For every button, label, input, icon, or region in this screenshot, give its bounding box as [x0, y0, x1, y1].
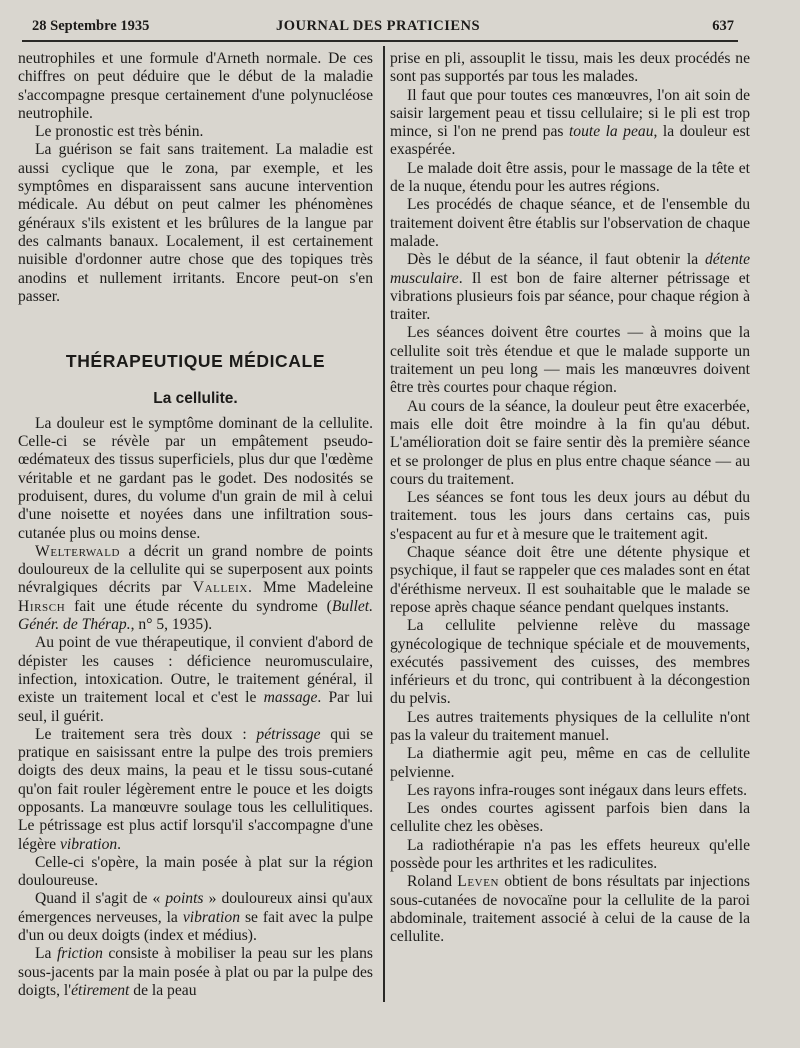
author-name: Valleix — [192, 579, 248, 597]
right-paragraph-10: La cellulite pelvienne relève du massage gynécologique de technique spéciale et de mouvements, exécutés passivement des cuisses, des membres inférieurs et du tronc, qui contribuent à la décongestion du pelvis. — [390, 617, 750, 708]
article-paragraph-2: Welterwald a décrit un grand nombre de points douloureux de la cellulite qui se superposent aux points névralgiques décrits par Valleix. Mme Madeleine Hirsch fait une étude récente du syndrome (Bullet. Génér. de Thérap., n° 5, 1935). — [18, 542, 373, 634]
right-paragraph-1: prise en pli, assouplit le tissu, mais les deux procédés ne sont pas supportés par tous les malades. — [390, 50, 750, 86]
continuation-paragraph: neutrophiles et une formule d'Arneth normale. De ces chiffres on peut déduire que le début de la maladie s'accompagne presque certainement d'une polynucléose neutrophile. — [18, 50, 373, 122]
right-column — [390, 50, 750, 947]
article-paragraph-3: Au point de vue thérapeutique, il convient d'abord de dépister les causes : déficience neuromusculaire, infection, intoxication. Outre, le traitement général, il existe un traitement local et c'est le massage. Par lui seul, il guérit. — [18, 634, 373, 725]
right-paragraph-13: Les rayons infra-rouges sont inégaux dans leurs effets. — [407, 781, 748, 799]
article-paragraph-4: Le traitement sera très doux : pétrissage qui se pratique en saisissant entre la pulpe des trois premiers doigts des deux mains, la peau et le tissu sous-cutané qu'on fait rouler légèrement entre le pouce et les doigts opposants. La manœuvre soulage tous les cellulitiques. Le pétrissage est plus actif lorsqu'il s'accompagne d'une légère vibration. — [18, 725, 373, 853]
right-paragraph-5: Dès le début de la séance, il faut obtenir la détente musculaire. Il est bon de faire alterner pétrissage et vibrations plusieurs fois par séance, pour chaque région à traiter. — [390, 251, 750, 324]
column-divider — [383, 46, 385, 1002]
header-journal-title: JOURNAL DES PRATICIENS — [275, 18, 481, 34]
author-name: Welterwald — [35, 542, 121, 560]
right-paragraph-4: Les procédés de chaque séance, et de l'ensemble du traitement doivent être établis sur l'observation de chaque malade. — [390, 196, 750, 250]
right-paragraph-7: Au cours de la séance, la douleur peut être exacerbée, mais elle doit être moindre à la fin qu'au début. L'amélioration doit se faire sentir dès la première séance et se prolonger de plus en plus entre chaque séance — au cours du traitement. — [390, 397, 750, 488]
article-paragraph-6: Quand il s'agit de « points » douloureux ainsi qu'aux émergences nerveuses, la vibration se fait avec la pulpe d'un ou deux doigts (index et médius). — [18, 890, 373, 945]
prognosis-paragraph: Le pronostic est très bénin. — [35, 123, 204, 141]
article-title: La cellulite. — [153, 390, 238, 408]
right-paragraph-11: Les autres traitements physiques de la cellulite n'ont pas la valeur du traitement manuel. — [390, 708, 750, 744]
bibliographic-reference: Bullet. Génér. de Thérap. — [18, 597, 373, 634]
right-paragraph-8: Les séances se font tous les deux jours au début du traitement. tous les jours dans certains cas, puis s'espacent au fur et à mesure que le traitement agit. — [390, 489, 750, 543]
header-date: 28 Septembre 1935 — [32, 18, 150, 34]
right-paragraph-9: Chaque séance doit être une détente physique et psychique, il faut se rappeler que ces malades sont en état d'éréthisme nerveux. Il est souhaitable que le malade se repose après chaque séance pendant quelques instants. — [390, 544, 750, 616]
header-rule — [22, 40, 738, 42]
running-header — [22, 16, 734, 38]
right-paragraph-6: Les séances doivent être courtes — à moins que la cellulite soit très étendue et que le malade supporte un traitement un peu long — mais les manœuvres doivent être très courtes pour chaque région. — [390, 324, 750, 397]
healing-paragraph: La guérison se fait sans traitement. La maladie est aussi cyclique que le zona, par exemple, et les symptômes en disparaissent sans aucune intervention médicale. Au début on peut calmer les phénomènes généraux s'ils existent et les brûlures de la langue par des calmants banaux. Localement, il est certainement nuisible d'ordonner autre chose que des topiques très anodins et nullement irritants. Encore peut-on s'en passer. — [18, 141, 373, 305]
right-paragraph-3: Le malade doit être assis, pour le massage de la tête et de la nuque, étendu pour les autres régions. — [390, 159, 750, 196]
article-paragraph-5: Celle-ci s'opère, la main posée à plat sur la région douloureuse. — [18, 853, 373, 890]
section-title: THÉRAPEUTIQUE MÉDICALE — [65, 351, 326, 372]
article-paragraph-7: La friction consiste à mobiliser la peau sur les plans sous-jacents par la main posée à plat ou par la pulpe des doigts, l'étirement de la peau — [18, 945, 373, 999]
header-page-number: 637 — [712, 18, 734, 34]
left-column — [18, 50, 373, 1000]
author-name: Leven — [457, 873, 500, 891]
right-paragraph-12: La diathermie agit peu, même en cas de cellulite pelvienne. — [390, 745, 750, 781]
article-paragraph-1: La douleur est le symptôme dominant de la cellulite. Celle-ci se révèle par un empâtement pseudo-œdémateux des tissus superficiels, plus dur que l'œdème véritable et ne gardant pas le godet. Des nodosités se produisent, dures, du volume d'un grain de mil à celui d'une noisette et noyées dans une infiltration sous-cutanée plus ou moins dense. — [18, 414, 373, 542]
right-paragraph-14: Les ondes courtes agissent parfois bien dans la cellulite chez les obèses. — [390, 800, 750, 836]
right-paragraph-2: Il faut que pour toutes ces manœuvres, l'on ait soin de saisir largement peau et tissu cellulaire; si le pli est trop mince, si l'on ne prend pas toute la peau, la douleur est exaspérée. — [390, 86, 750, 159]
right-paragraph-16: Roland Leven obtient de bons résultats par injections sous-cutanées de novocaïne pour la cellulite de la paroi abdominale, traitement associé à celui de la cause de la cellulite. — [390, 873, 750, 946]
author-name: Hirsch — [18, 597, 66, 615]
right-paragraph-15: La radiothérapie n'a pas les effets heureux qu'elle possède pour les arthrites et les radiculites. — [390, 836, 750, 873]
